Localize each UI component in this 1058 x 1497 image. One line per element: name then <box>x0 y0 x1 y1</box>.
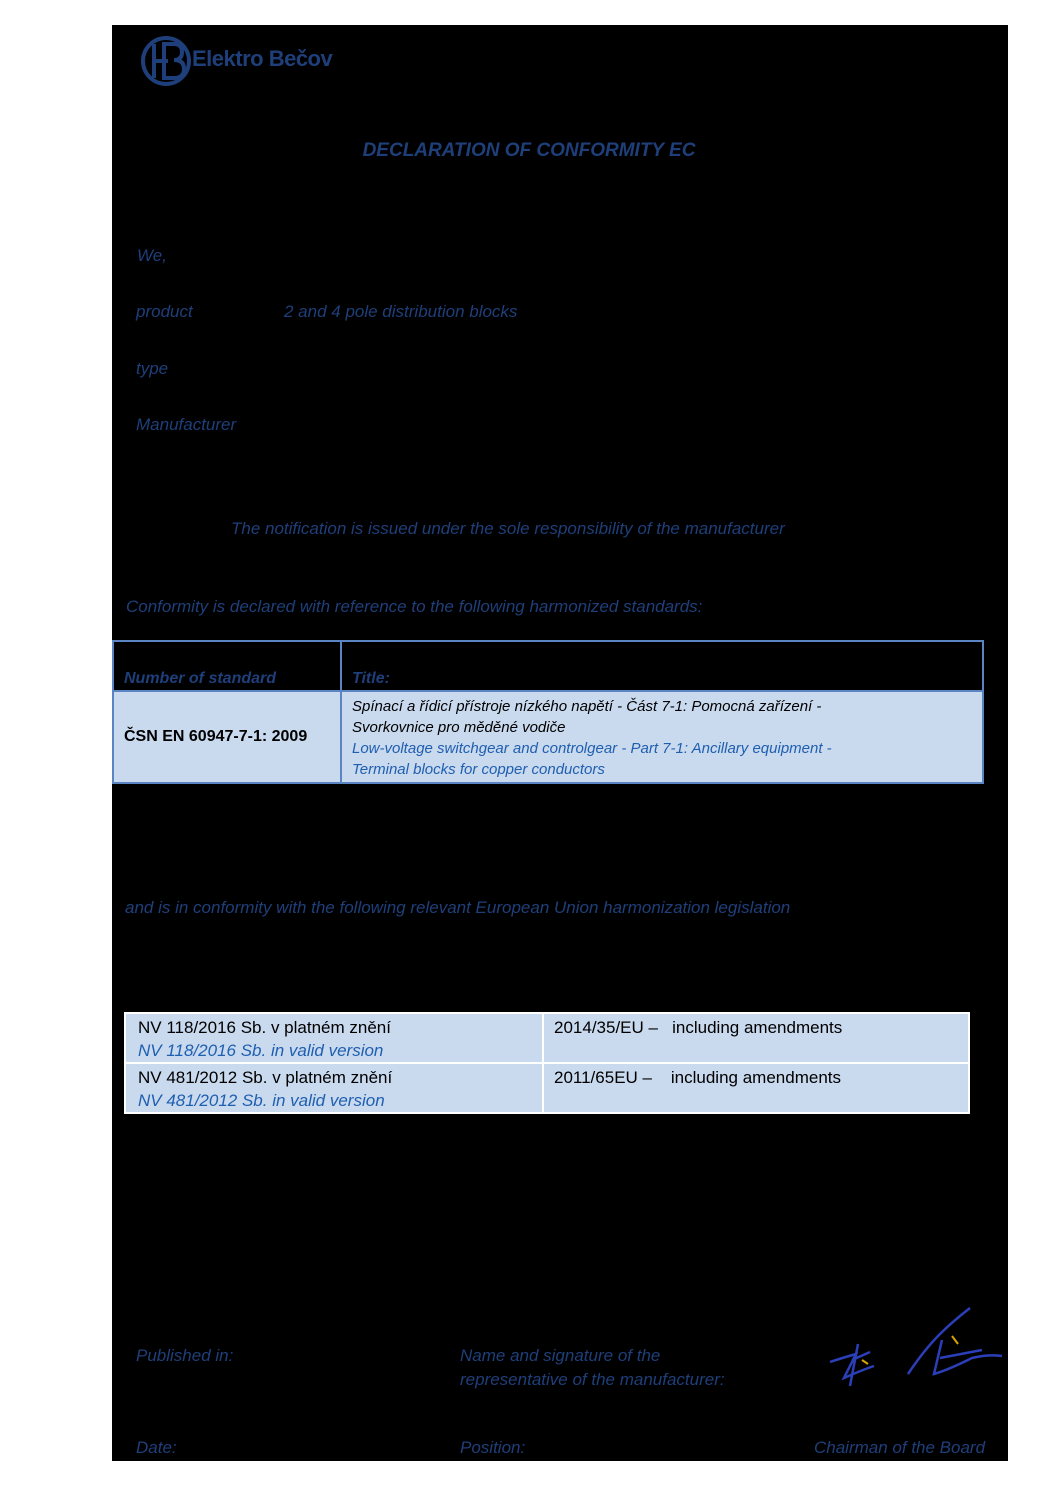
standard-title-cz-2: Svorkovnice pro měděné vodiče <box>352 719 566 736</box>
manufacturer-label: Manufacturer <box>136 415 237 434</box>
company-name: Elektro Bečov <box>192 46 333 71</box>
table-row <box>125 1063 969 1113</box>
legislation-cz-2: NV 481/2012 Sb. v platném znění <box>138 1068 393 1087</box>
legislation-directive-1: 2014/35/EU – <box>554 1018 658 1037</box>
standard-title <box>341 691 983 783</box>
legislation-en-2: NV 481/2012 Sb. in valid version <box>138 1091 385 1110</box>
signature-image <box>822 1300 1007 1400</box>
position-label: Position: <box>460 1438 526 1457</box>
legislation-intro: and is in conformity with the following relevant European Union harmonization legislation <box>125 898 791 917</box>
logo-icon <box>140 32 192 90</box>
legislation-table <box>124 1012 970 1114</box>
legislation-en-1: NV 118/2016 Sb. in valid version <box>138 1041 384 1060</box>
standard-title-cz-1: Spínací a řídicí přístroje nízkého napětí - Část 7-1: Pomocná zařízení - <box>352 698 822 715</box>
standard-number: ČSN EN 60947-7-1: 2009 <box>113 691 341 783</box>
standards-table-header <box>113 641 983 691</box>
document-title: DECLARATION OF CONFORMITY EC <box>362 140 696 161</box>
product-value: 2 and 4 pole distribution blocks <box>284 302 518 321</box>
standards-intro: Conformity is declared with reference to the following harmonized standards: <box>126 597 703 616</box>
published-label: Published in: <box>136 1346 234 1365</box>
header-number-of-standard: Number of standard <box>124 670 277 687</box>
table-row <box>125 1013 969 1063</box>
name-signature-label-2: representative of the manufacturer: <box>460 1370 725 1389</box>
company-logo <box>140 32 370 90</box>
legislation-cz-1: NV 118/2016 Sb. v platném znění <box>138 1018 391 1037</box>
type-label: type <box>136 359 169 378</box>
we-label: We, <box>137 246 167 265</box>
header-title: Title: <box>352 670 390 687</box>
standard-title-en-2: Terminal blocks for copper conductors <box>352 761 605 778</box>
legislation-note-1: including amendments <box>672 1018 843 1037</box>
table-row <box>113 691 983 783</box>
legislation-directive-2: 2011/65EU – <box>554 1068 652 1087</box>
legislation-note-2: including amendments <box>670 1068 841 1087</box>
responsibility-notice: The notification is issued under the sole responsibility of the manufacturer <box>231 519 785 538</box>
standards-table <box>112 640 984 784</box>
product-label: product <box>136 302 193 321</box>
position-value: Chairman of the Board <box>814 1438 986 1457</box>
date-label: Date: <box>136 1438 177 1457</box>
name-signature-label-1: Name and signature of the <box>460 1346 661 1365</box>
standard-title-en-1: Low-voltage switchgear and controlgear - Part 7-1: Ancillary equipment - <box>352 740 832 757</box>
